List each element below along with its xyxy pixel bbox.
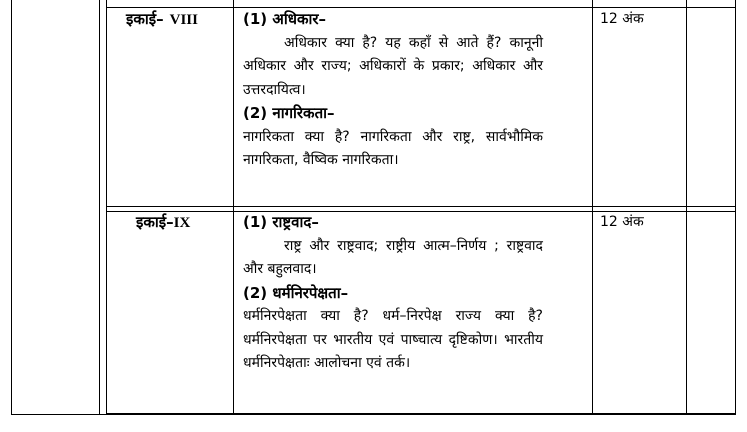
unit-label-number: VIII: [169, 12, 198, 28]
unit-content: [243, 8, 543, 173]
table-bottom-border: [11, 414, 736, 415]
table-border-left: [11, 0, 12, 415]
unit-label-prefix: इकाई–: [136, 213, 174, 231]
section-heading: (1) अधिकार–: [243, 10, 326, 28]
section-heading: (2) नागरिकता–: [243, 104, 335, 122]
unit-label-number: IX: [173, 215, 191, 231]
section-text: राष्ट्र और राष्ट्रवाद; राष्ट्रीय आत्म–निर्णय ; राष्ट्रवाद और बहुलवाद।: [243, 237, 543, 277]
unit-label-prefix: इकाई–: [126, 10, 164, 28]
unit-label: [126, 9, 198, 30]
column-divider: [592, 0, 593, 415]
section-heading: (1) राष्ट्रवाद–: [243, 213, 319, 231]
section-text: अधिकार क्या है? यह कहाँ से आते हैं? कानूनी अधिकार और राज्य; अधिकारों के प्रकार; अधिकार और उत्तरदायित्व।: [243, 34, 543, 98]
column-divider: [686, 0, 687, 415]
row-divider: [106, 206, 736, 207]
marks-value: 12 अंक: [600, 214, 644, 230]
unit-label: [136, 212, 190, 233]
marks-value: 12 अंक: [600, 11, 644, 27]
table-border-right: [735, 0, 736, 415]
section-text: नागरिकता क्या है? नागरिकता और राष्ट्र, सार्वभौमिक नागरिकता, वैष्विक नागरिकता।: [243, 128, 543, 168]
unit-content: [243, 211, 543, 376]
column-divider: [233, 0, 234, 415]
section-text: धर्मनिरपेक्षता क्या है? धर्म–निरपेक्ष राज्य क्या है? धर्मनिरपेक्षता पर भारतीय एवं पाष्चात्य दृष्टिकोण। भारतीय धर्मनिरपेक्षताः आलोचना एवं तर्क।: [243, 308, 543, 371]
column-divider: [106, 0, 107, 415]
column-divider: [99, 0, 100, 415]
section-heading: (2) धर्मनिरपेक्षता–: [243, 283, 349, 302]
